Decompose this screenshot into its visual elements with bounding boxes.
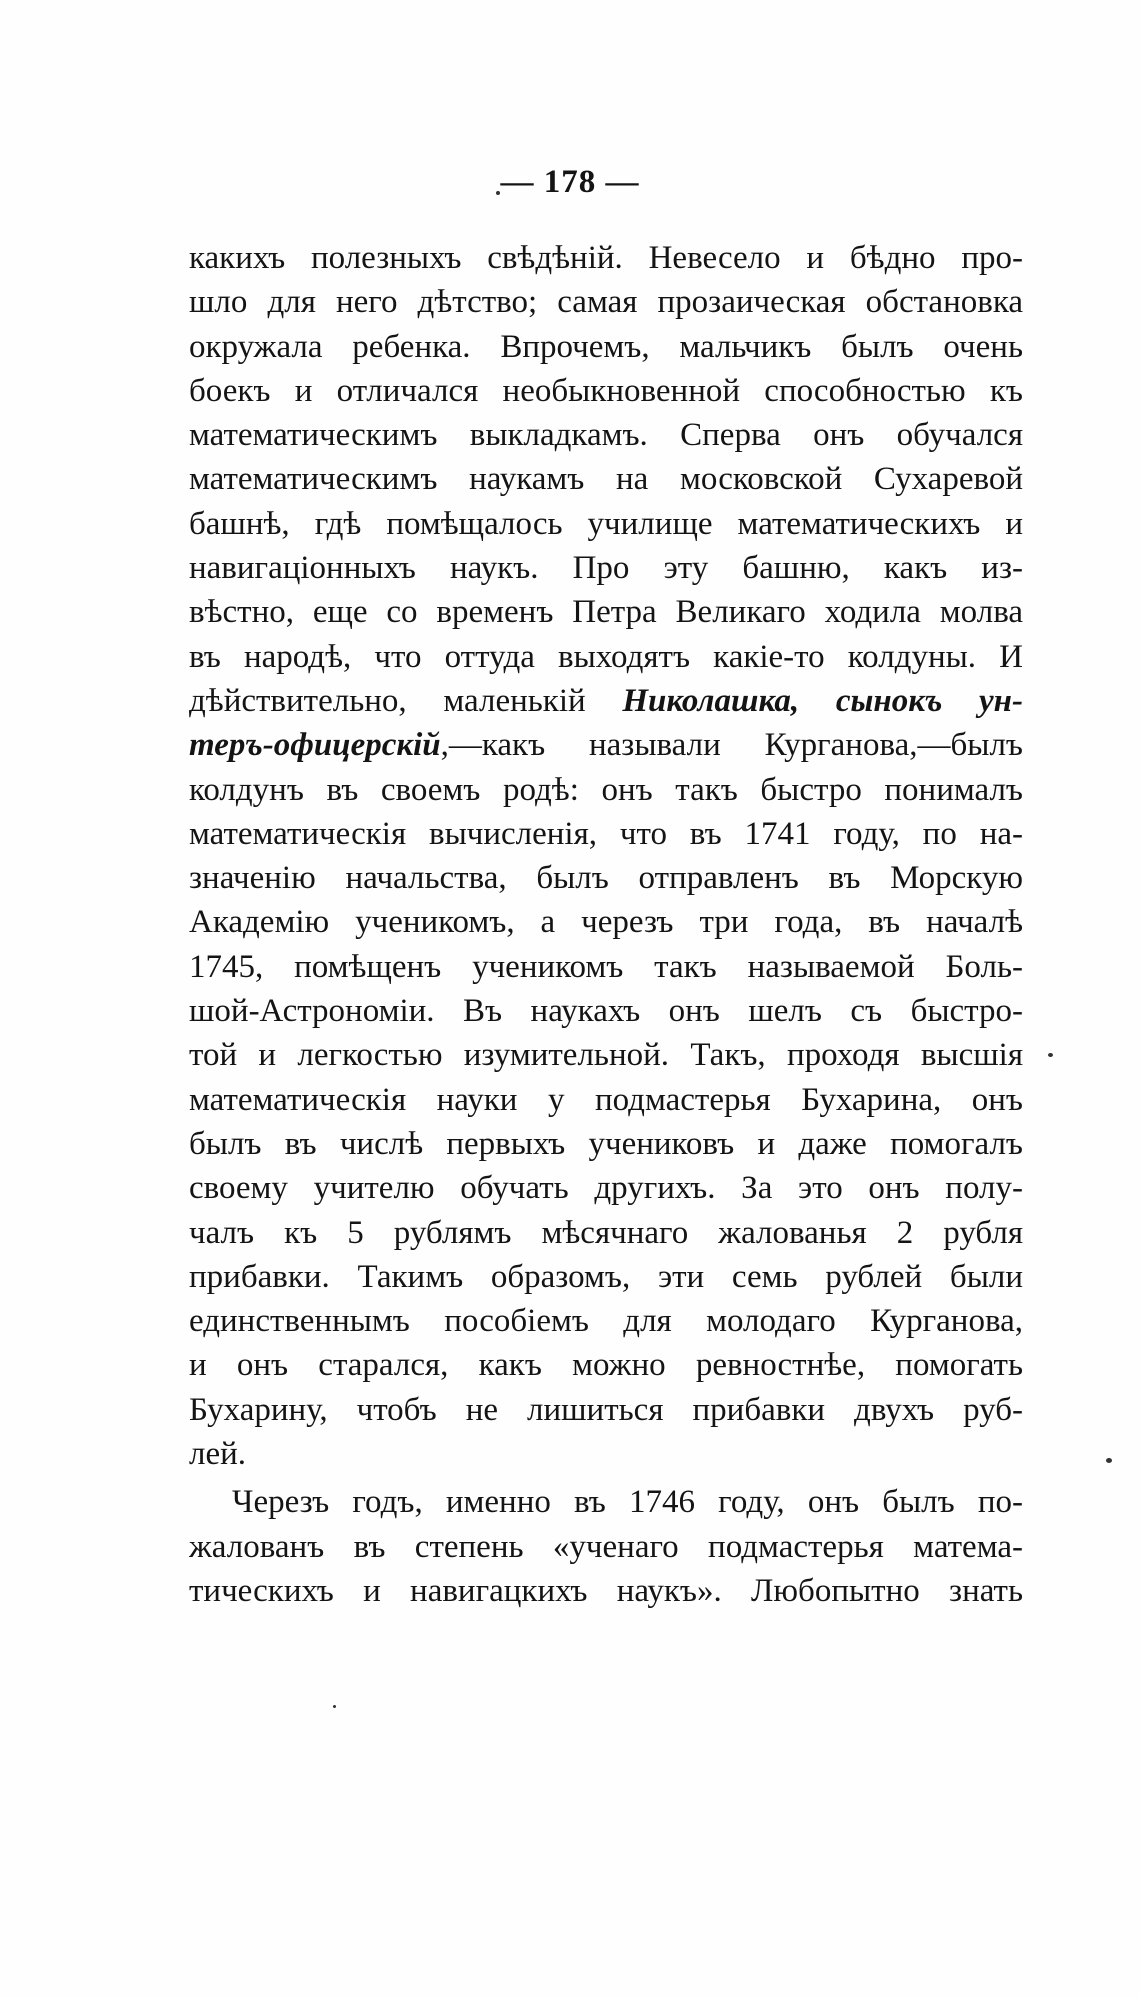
text-line: въ народѣ, что оттуда выходятъ какіе-то колдуны. И <box>189 638 1023 675</box>
italic-name-span: теръ-офицерскій <box>189 727 441 764</box>
text-span: ,—какъ называли Курганова,—былъ <box>440 727 1023 764</box>
text-line: математическія науки у подмастерья Бухарина, онъ <box>189 1081 1023 1118</box>
print-speck <box>1048 1053 1053 1057</box>
text-line: чалъ къ 5 рублямъ мѣсячнаго жалованья 2 рубля <box>189 1214 1023 1251</box>
page-body-text <box>189 236 1023 1613</box>
paragraph-2 <box>189 1480 1023 1613</box>
text-line: жалованъ въ степень «ученаго подмастерья матема- <box>189 1528 1023 1565</box>
text-line: 1745, помѣщенъ ученикомъ такъ называемой Боль- <box>189 948 1023 985</box>
text-line: тическихъ и навигацкихъ наукъ». Любопытно знать <box>189 1572 1023 1609</box>
text-line: Академію ученикомъ, а черезъ три года, въ началѣ <box>189 904 1023 941</box>
text-line: былъ въ числѣ первыхъ учениковъ и даже помогалъ <box>189 1125 1023 1162</box>
text-line: окружала ребенка. Впрочемъ, мальчикъ былъ очень <box>189 328 1023 365</box>
text-line: математическимъ выкладкамъ. Сперва онъ обучался <box>189 417 1023 454</box>
text-line: единственнымъ пособіемъ для молодаго Курганова, <box>189 1303 1023 1340</box>
text-line: значенію начальства, былъ отправленъ въ Морскую <box>189 860 1023 897</box>
text-line: Черезъ годъ, именно въ 1746 году, онъ былъ по- <box>232 1484 1023 1521</box>
print-speck <box>496 191 500 195</box>
text-line: навигаціонныхъ наукъ. Про эту башню, какъ из- <box>189 550 1023 587</box>
text-line: Бухарину, чтобъ не лишиться прибавки двухъ руб- <box>189 1391 1023 1428</box>
text-line: шой-Астрономіи. Въ наукахъ онъ шелъ съ быстро- <box>189 993 1023 1030</box>
italic-name-span: Николашка, сынокъ ун- <box>622 682 1023 719</box>
text-line-with-italic <box>189 723 1023 767</box>
text-line: математическимъ наукамъ на московской Сухаревой <box>189 461 1023 498</box>
text-line: боекъ и отличался необыкновенной способностью къ <box>189 372 1023 409</box>
text-line: лей. <box>189 1436 247 1473</box>
text-line: математическія вычисленія, что въ 1741 году, по на- <box>189 815 1023 852</box>
text-line: шло для него дѣтство; самая прозаическая обстановка <box>189 284 1023 321</box>
text-line: и онъ старался, какъ можно ревностнѣе, помогать <box>189 1347 1023 1384</box>
print-speck <box>1106 1458 1112 1463</box>
text-line: прибавки. Такимъ образомъ, эти семь рублей были <box>189 1258 1023 1295</box>
page-number: — 178 — <box>500 164 640 200</box>
text-line: вѣстно, еще со временъ Петра Великаго ходила молва <box>189 594 1023 631</box>
text-line: колдунъ въ своемъ родѣ: онъ такъ быстро понималъ <box>189 771 1023 808</box>
text-line: какихъ полезныхъ свѣдѣній. Невесело и бѣдно про- <box>189 240 1023 276</box>
text-span: дѣйствительно, маленькій <box>189 682 623 719</box>
text-line: своему учителю обучать другихъ. За это онъ полу- <box>189 1170 1023 1207</box>
text-line-with-italic <box>189 679 1023 723</box>
text-line: башнѣ, гдѣ помѣщалось училище математическихъ и <box>189 505 1023 542</box>
paragraph-1 <box>189 236 1023 1476</box>
print-speck <box>333 1705 336 1708</box>
text-line: той и легкостью изумительной. Такъ, проходя высшія <box>189 1037 1023 1074</box>
